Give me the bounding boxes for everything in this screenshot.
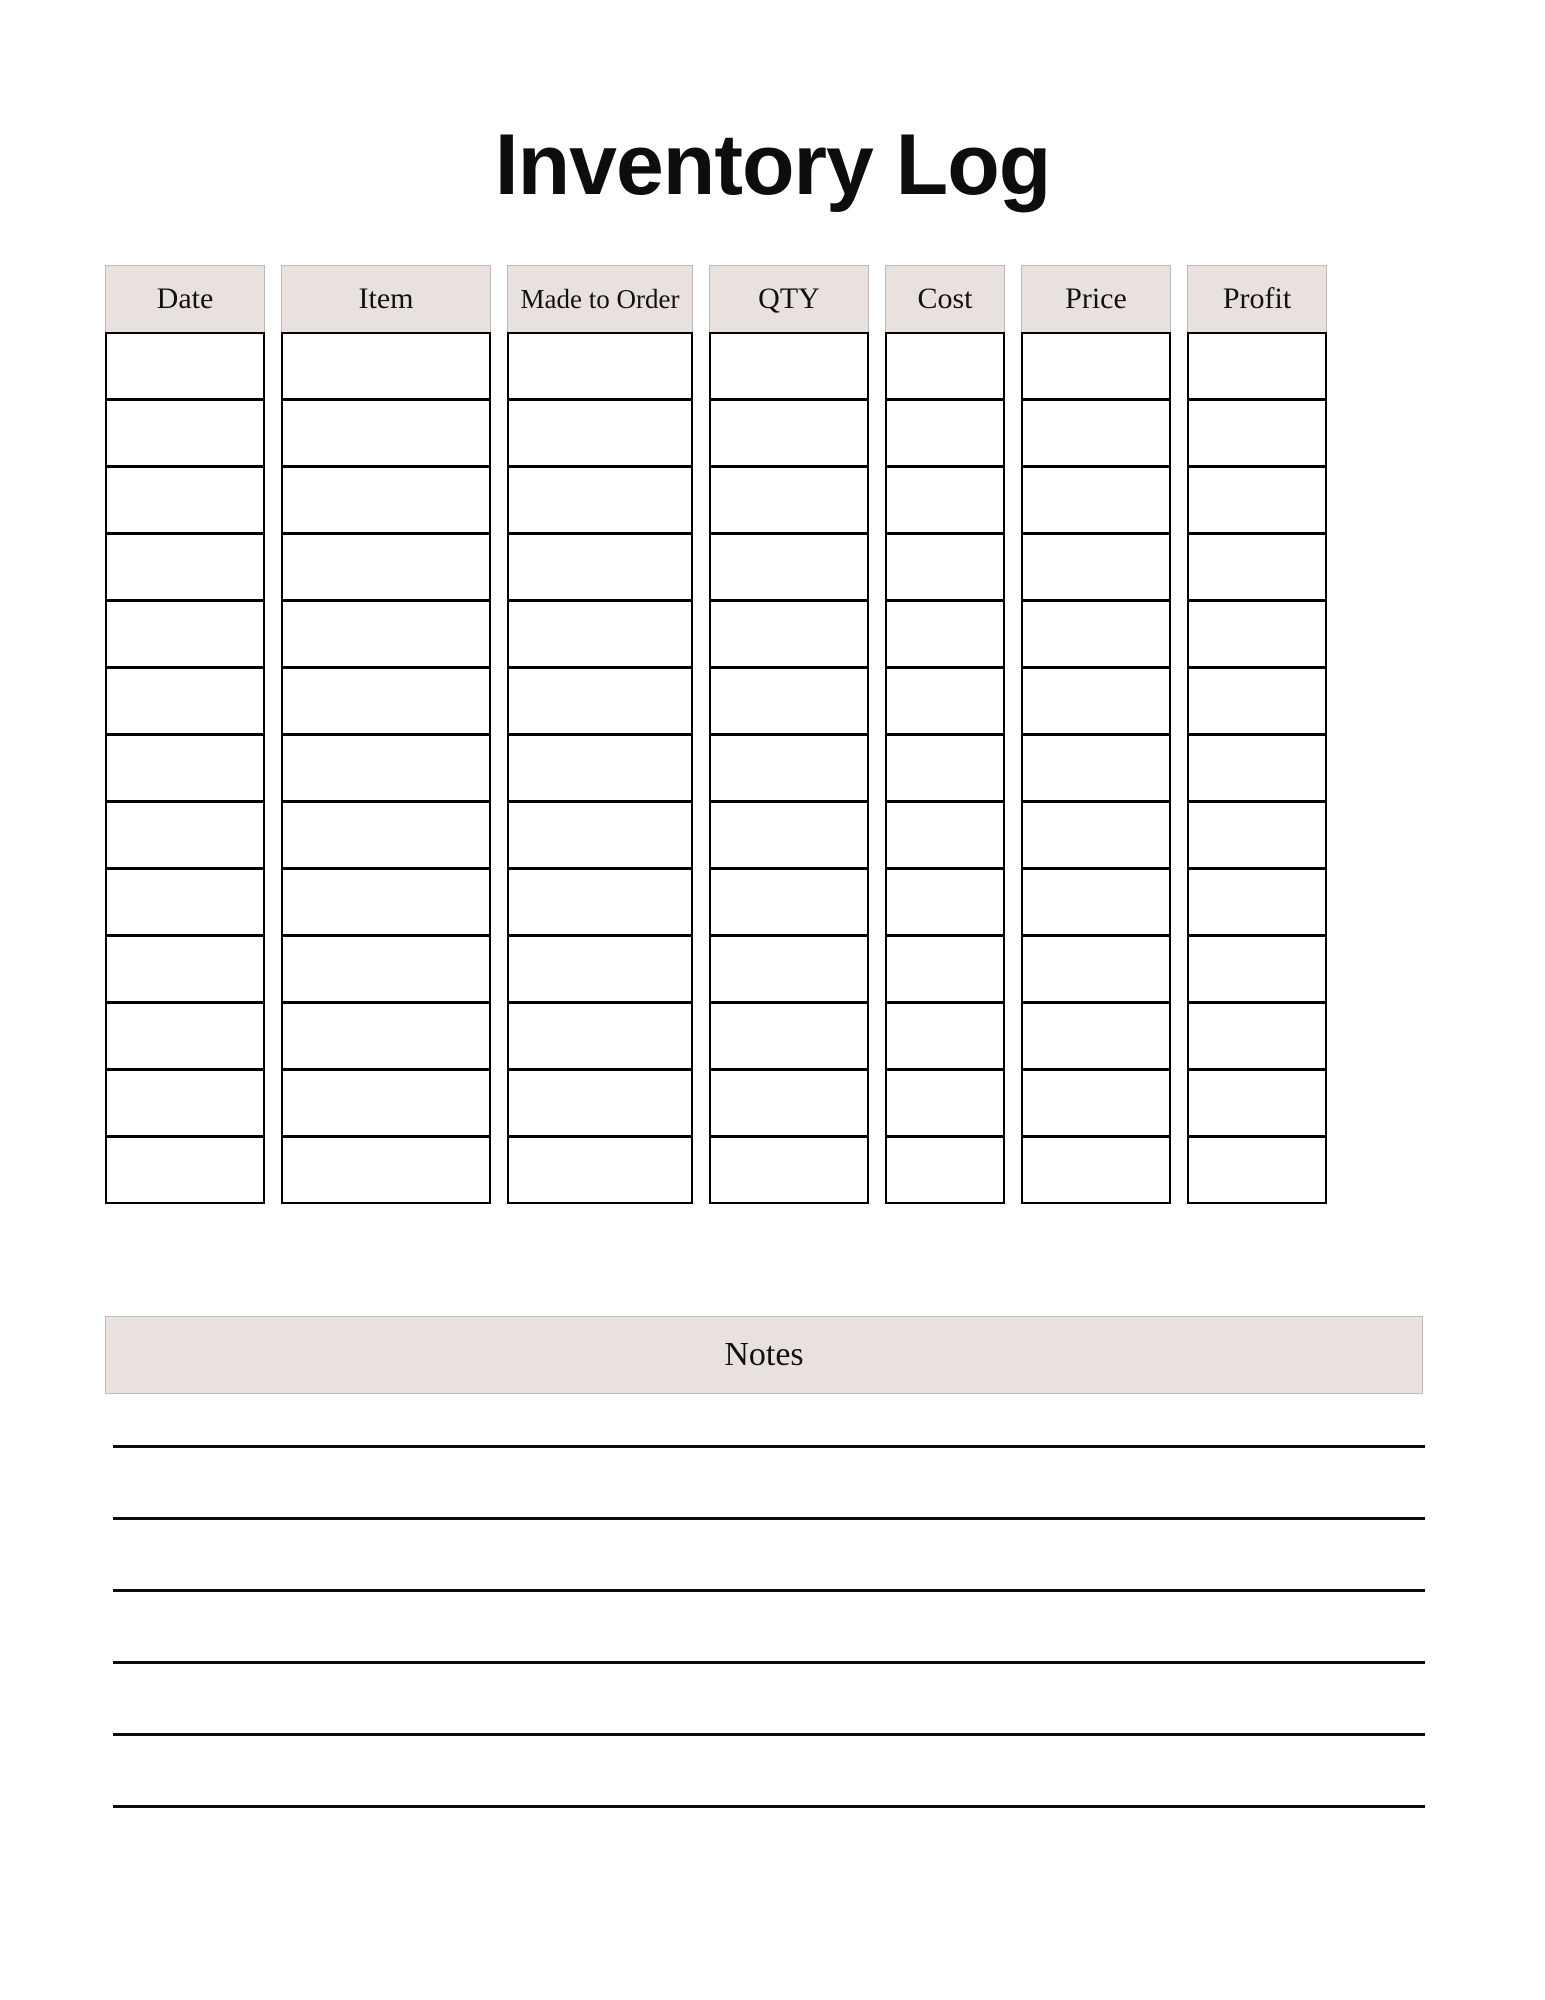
table-cell[interactable] xyxy=(1187,332,1327,400)
table-cell[interactable] xyxy=(507,1136,693,1204)
notes-label: Notes xyxy=(724,1336,804,1373)
table-cell[interactable] xyxy=(885,1136,1005,1204)
table-cell[interactable] xyxy=(507,533,693,601)
table-cell[interactable] xyxy=(885,667,1005,735)
table-cell[interactable] xyxy=(105,332,265,400)
table-cell[interactable] xyxy=(105,868,265,936)
table-cell[interactable] xyxy=(105,801,265,869)
notes-line[interactable] xyxy=(113,1733,1425,1736)
inventory-table xyxy=(105,265,1423,1285)
table-cell[interactable] xyxy=(105,466,265,534)
column-header: QTY xyxy=(709,265,869,333)
table-cell[interactable] xyxy=(885,332,1005,400)
table-cell[interactable] xyxy=(281,801,491,869)
table-cell[interactable] xyxy=(507,935,693,1003)
table-cell[interactable] xyxy=(885,399,1005,467)
table-cell[interactable] xyxy=(105,533,265,601)
table-cell[interactable] xyxy=(1021,801,1171,869)
table-cell[interactable] xyxy=(105,667,265,735)
table-cell[interactable] xyxy=(1021,600,1171,668)
notes-line[interactable] xyxy=(113,1589,1425,1592)
table-cell[interactable] xyxy=(507,1002,693,1070)
table-cell[interactable] xyxy=(709,332,869,400)
column-header: Profit xyxy=(1187,265,1327,333)
table-cell[interactable] xyxy=(1021,935,1171,1003)
table-cell[interactable] xyxy=(1187,935,1327,1003)
table-cell[interactable] xyxy=(507,801,693,869)
table-cell[interactable] xyxy=(1187,1002,1327,1070)
table-cell[interactable] xyxy=(1187,600,1327,668)
table-cell[interactable] xyxy=(105,600,265,668)
notes-line[interactable] xyxy=(113,1661,1425,1664)
table-cell[interactable] xyxy=(507,667,693,735)
table-cell[interactable] xyxy=(1187,868,1327,936)
table-cell[interactable] xyxy=(281,600,491,668)
table-cell[interactable] xyxy=(709,1069,869,1137)
table-cell[interactable] xyxy=(1187,734,1327,802)
column-header: Date xyxy=(105,265,265,333)
table-cell[interactable] xyxy=(1187,801,1327,869)
table-column xyxy=(507,265,693,1204)
table-cell[interactable] xyxy=(885,600,1005,668)
table-cell[interactable] xyxy=(1021,332,1171,400)
table-cell[interactable] xyxy=(1021,399,1171,467)
notes-lines xyxy=(113,1445,1425,1877)
notes-line[interactable] xyxy=(113,1445,1425,1448)
table-cell[interactable] xyxy=(709,734,869,802)
table-cell[interactable] xyxy=(105,1002,265,1070)
table-column xyxy=(885,265,1005,1204)
notes-line[interactable] xyxy=(113,1805,1425,1808)
notes-header-bar xyxy=(105,1316,1423,1394)
table-cell[interactable] xyxy=(281,332,491,400)
column-header: Made to Order xyxy=(507,265,693,333)
table-cell[interactable] xyxy=(709,1002,869,1070)
table-cell[interactable] xyxy=(1187,533,1327,601)
table-cell[interactable] xyxy=(885,935,1005,1003)
table-cell[interactable] xyxy=(1187,1136,1327,1204)
table-cell[interactable] xyxy=(885,466,1005,534)
table-cell[interactable] xyxy=(885,734,1005,802)
column-header: Price xyxy=(1021,265,1171,333)
page-title: Inventory Log xyxy=(494,117,1051,213)
table-cell[interactable] xyxy=(1021,734,1171,802)
table-cell[interactable] xyxy=(105,734,265,802)
table-cell[interactable] xyxy=(1187,399,1327,467)
table-cell[interactable] xyxy=(281,667,491,735)
table-cell[interactable] xyxy=(709,466,869,534)
table-cell[interactable] xyxy=(709,600,869,668)
table-cell[interactable] xyxy=(1021,1069,1171,1137)
table-cell[interactable] xyxy=(1021,1002,1171,1070)
table-cell[interactable] xyxy=(105,1069,265,1137)
table-cell[interactable] xyxy=(507,332,693,400)
table-cell[interactable] xyxy=(281,466,491,534)
table-cell[interactable] xyxy=(281,1136,491,1204)
table-cell[interactable] xyxy=(281,1069,491,1137)
table-column xyxy=(105,265,265,1204)
table-cell[interactable] xyxy=(105,935,265,1003)
table-column xyxy=(1187,265,1327,1204)
table-cell[interactable] xyxy=(885,868,1005,936)
table-cell[interactable] xyxy=(885,533,1005,601)
table-cell[interactable] xyxy=(281,734,491,802)
table-cell[interactable] xyxy=(281,1002,491,1070)
column-header: Item xyxy=(281,265,491,333)
table-cell[interactable] xyxy=(709,1136,869,1204)
notes-line[interactable] xyxy=(113,1517,1425,1520)
table-cell[interactable] xyxy=(507,399,693,467)
column-header: Cost xyxy=(885,265,1005,333)
table-cell[interactable] xyxy=(709,801,869,869)
table-cell[interactable] xyxy=(1021,667,1171,735)
table-cell[interactable] xyxy=(507,868,693,936)
table-cell[interactable] xyxy=(709,935,869,1003)
table-cell[interactable] xyxy=(507,600,693,668)
table-cell[interactable] xyxy=(1187,667,1327,735)
table-cell[interactable] xyxy=(885,801,1005,869)
table-cell[interactable] xyxy=(281,935,491,1003)
table-cell[interactable] xyxy=(281,399,491,467)
table-cell[interactable] xyxy=(507,466,693,534)
table-cell[interactable] xyxy=(1021,1136,1171,1204)
table-cell[interactable] xyxy=(885,1069,1005,1137)
table-cell[interactable] xyxy=(1187,1069,1327,1137)
table-cell[interactable] xyxy=(507,1069,693,1137)
table-column xyxy=(281,265,491,1204)
table-column xyxy=(709,265,869,1204)
table-cell[interactable] xyxy=(709,868,869,936)
table-column xyxy=(1021,265,1171,1204)
table-cell[interactable] xyxy=(281,868,491,936)
table-cell[interactable] xyxy=(507,734,693,802)
table-cell[interactable] xyxy=(709,399,869,467)
table-cell[interactable] xyxy=(281,533,491,601)
table-cell[interactable] xyxy=(1021,533,1171,601)
table-cell[interactable] xyxy=(1021,466,1171,534)
table-cell[interactable] xyxy=(1187,466,1327,534)
table-cell[interactable] xyxy=(1021,868,1171,936)
table-cell[interactable] xyxy=(105,399,265,467)
table-cell[interactable] xyxy=(709,533,869,601)
table-cell[interactable] xyxy=(709,667,869,735)
table-cell[interactable] xyxy=(105,1136,265,1204)
table-cell[interactable] xyxy=(885,1002,1005,1070)
